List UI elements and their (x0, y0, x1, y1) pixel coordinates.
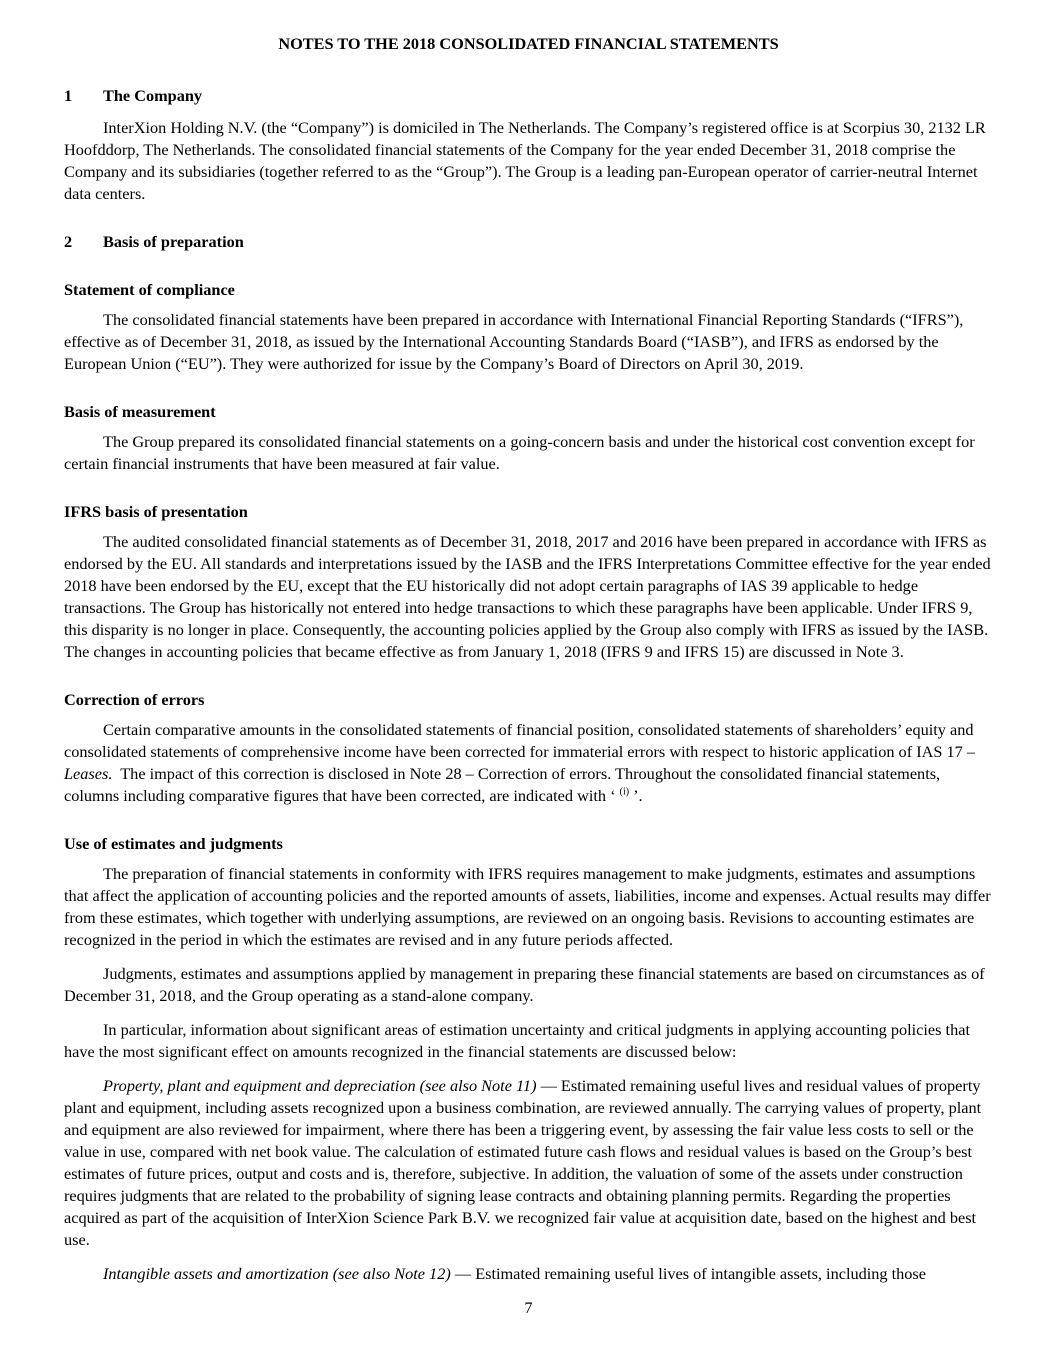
paragraph-segment: The preparation of financial statements in conformity with IFRS requires management to make judgments, estimates and assumptions that affect the application of accounting policies and the reported amounts of assets, liabilities, income and expenses. Actual results may differ from these estimates, which together with underlying assumptions, are reviewed on an ongoing basis. Revisions to accounting estimates are recognized in the period in which the estimates are revised and in any future periods affected. (64, 864, 995, 949)
paragraph-segment: The consolidated financial statements have been prepared in accordance with International Financial Reporting Standards (“IFRS”), effective as of December 31, 2018, as issued by the International Accounting Standards Board (“IASB”), and IFRS as endorsed by the European Union (“EU”). They were authorized for issue by the Company’s Board of Directors on April 30, 2019. (64, 310, 968, 373)
paragraph-segment: Judgments, estimates and assumptions applied by management in preparing these financial statements are based on circumstances as of December 31, 2018, and the Group operating as a stand-alone company. (64, 964, 989, 1005)
paragraph (64, 431, 993, 475)
document-body (64, 59, 993, 1297)
paragraph (64, 719, 993, 807)
paragraph-segment: ’. (629, 786, 643, 805)
paragraph-segment: — Estimated remaining useful lives and residual values of property plant and equipment, including assets recognized upon a business combination, are reviewed annually. The carrying values of property, plant and equipment are also reviewed for impairment, where there has been a triggering event, by assessing the fair value less costs to sell or the value in use, compared with net book value. The calculation of estimated future cash flows and residual values is based on the Group’s best estimates of future prices, output and costs and is, therefore, subjective. In addition, the valuation of some of the assets under construction requires judgments that are related to the probability of signing lease contracts and obtaining planning permits. Regarding the properties acquired as part of the acquisition of InterXion Science Park B.V. we recognized fair value at acquisition date, based on the highest and best use. (64, 1076, 986, 1249)
paragraph (64, 963, 993, 1007)
paragraph-segment: The Group prepared its consolidated financial statements on a going-concern basis and under the historical cost convention except for certain financial instruments that have been measured at fair value. (64, 432, 979, 473)
section-heading (64, 85, 993, 107)
paragraph-segment-superscript: (i) (619, 786, 630, 798)
paragraph-segment: In particular, information about significant areas of estimation uncertainty and critical judgments in applying accounting policies that have the most significant effect on amounts recognized in the financial statements are discussed below: (64, 1020, 975, 1061)
paragraph-segment-italic: Leases. (64, 764, 113, 783)
subheading: Statement of compliance (64, 280, 235, 299)
section-number: 2 (64, 232, 73, 251)
section-number: 1 (64, 86, 73, 105)
subheading: Use of estimates and judgments (64, 834, 283, 853)
paragraph-segment-italic: Intangible assets and amortization (see also Note 12) (103, 1264, 451, 1283)
section-heading (64, 231, 993, 253)
paragraph-segment: The impact of this correction is disclosed in Note 28 – Correction of errors. Throughout the consolidated financial statements, columns including comparative figures that have been corrected, are indicated with ‘ (64, 764, 945, 805)
paragraph (64, 863, 993, 951)
document-title: NOTES TO THE 2018 CONSOLIDATED FINANCIAL STATEMENTS (278, 34, 779, 53)
paragraph-segment: Certain comparative amounts in the consolidated statements of financial position, consolidated statements of shareholders’ equity and consolidated statements of comprehensive income have been corrected for immaterial errors with respect to historic application of IAS 17 – (64, 720, 980, 761)
page-number: 7 (524, 1298, 533, 1317)
subheading: Correction of errors (64, 690, 205, 709)
paragraph (64, 1075, 993, 1251)
paragraph (64, 531, 993, 663)
paragraph (64, 1019, 993, 1063)
paragraph-segment: InterXion Holding N.V. (the “Company”) is domiciled in The Netherlands. The Company’s registered office is at Scorpius 30, 2132 LR Hoofddorp, The Netherlands. The consolidated financial statements of the Company for the year ended December 31, 2018 comprise the Company and its subsidiaries (together referred to as the “Group”). The Group is a leading pan-European operator of carrier-neutral Internet data centers. (64, 118, 990, 203)
subheading: Basis of measurement (64, 402, 216, 421)
paragraph-segment-italic: Property, plant and equipment and depreciation (see also Note 11) (103, 1076, 537, 1095)
section-heading-label: The Company (103, 86, 203, 105)
paragraph (64, 309, 993, 375)
paragraph-segment: The audited consolidated financial statements as of December 31, 2018, 2017 and 2016 have been prepared in accordance with IFRS as endorsed by the EU. All standards and interpretations issued by the IASB and the IFRS Interpretations Committee effective for the year ended 2018 have been endorsed by the EU, except that the EU historically did not adopt certain paragraphs of IAS 39 applicable to hedge transactions. The Group has historically not entered into hedge transactions to which these paragraphs have been applicable. Under IFRS 9, this disparity is no longer in place. Consequently, the accounting policies applied by the Group also comply with IFRS as issued by the IASB. The changes in accounting policies that became effective as from January 1, 2018 (IFRS 9 and IFRS 15) are discussed in Note 3. (64, 532, 995, 661)
paragraph-segment: — Estimated remaining useful lives of intangible assets, including those (450, 1264, 926, 1283)
section-heading-label: Basis of preparation (103, 232, 244, 251)
subheading: IFRS basis of presentation (64, 502, 248, 521)
paragraph (64, 1263, 993, 1285)
paragraph (64, 117, 993, 205)
